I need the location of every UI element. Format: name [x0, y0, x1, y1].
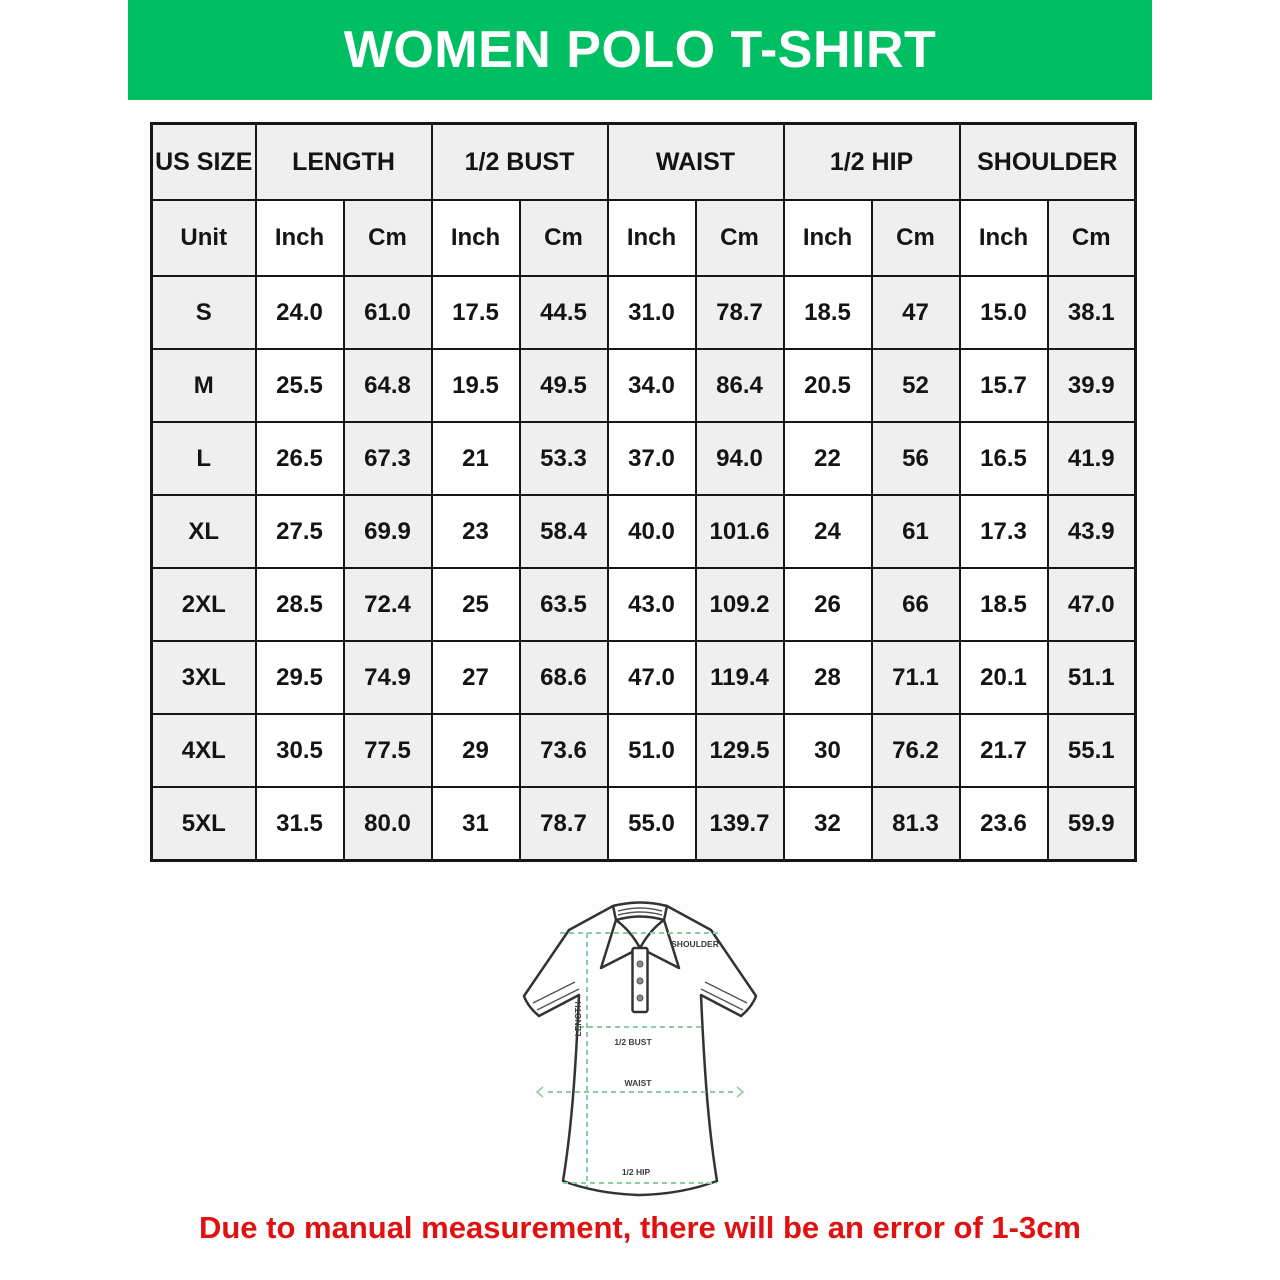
value-cell: 29 [432, 714, 520, 787]
value-cell: 61 [872, 495, 960, 568]
value-cell: 119.4 [696, 641, 784, 714]
value-cell: 24.0 [256, 276, 344, 349]
value-cell: 31 [432, 787, 520, 861]
value-cell: 18.5 [784, 276, 872, 349]
value-cell: 63.5 [520, 568, 608, 641]
button-icon [637, 978, 643, 984]
value-cell: 15.0 [960, 276, 1048, 349]
value-cell: 30.5 [256, 714, 344, 787]
value-cell: 31.5 [256, 787, 344, 861]
polo-shirt-icon [490, 884, 790, 1208]
value-cell: 21 [432, 422, 520, 495]
size-label-cell: M [152, 349, 256, 422]
waist-measure-label: WAIST [624, 1078, 652, 1088]
value-cell: 64.8 [344, 349, 432, 422]
value-cell: 23 [432, 495, 520, 568]
column-group-header: US SIZE [152, 124, 256, 201]
column-group-header: WAIST [608, 124, 784, 201]
value-cell: 41.9 [1048, 422, 1136, 495]
table-row [152, 495, 1136, 568]
size-label-cell: 2XL [152, 568, 256, 641]
value-cell: 68.6 [520, 641, 608, 714]
value-cell: 76.2 [872, 714, 960, 787]
value-cell: 20.5 [784, 349, 872, 422]
value-cell: 66 [872, 568, 960, 641]
value-cell: 74.9 [344, 641, 432, 714]
value-cell: 73.6 [520, 714, 608, 787]
value-cell: 17.3 [960, 495, 1048, 568]
value-cell: 26 [784, 568, 872, 641]
hip-measure-label: 1/2 HIP [621, 1167, 651, 1177]
button-icon [637, 961, 643, 967]
value-cell: 47.0 [608, 641, 696, 714]
value-cell: 78.7 [520, 787, 608, 861]
table-row [152, 641, 1136, 714]
value-cell: 40.0 [608, 495, 696, 568]
unit-header-cell: Inch [960, 200, 1048, 276]
value-cell: 55.0 [608, 787, 696, 861]
button-icon [637, 995, 643, 1001]
value-cell: 139.7 [696, 787, 784, 861]
page-title: WOMEN POLO T-SHIRT [343, 21, 937, 79]
length-measure-label: LENGTH [573, 1001, 583, 1037]
value-cell: 18.5 [960, 568, 1048, 641]
size-label-cell: L [152, 422, 256, 495]
value-cell: 25 [432, 568, 520, 641]
value-cell: 58.4 [520, 495, 608, 568]
polo-shirt-diagram [490, 884, 790, 1208]
value-cell: 28.5 [256, 568, 344, 641]
value-cell: 51.1 [1048, 641, 1136, 714]
value-cell: 27 [432, 641, 520, 714]
value-cell: 37.0 [608, 422, 696, 495]
size-label-cell: 5XL [152, 787, 256, 861]
value-cell: 78.7 [696, 276, 784, 349]
size-label-cell: XL [152, 495, 256, 568]
value-cell: 26.5 [256, 422, 344, 495]
value-cell: 31.0 [608, 276, 696, 349]
value-cell: 109.2 [696, 568, 784, 641]
value-cell: 61.0 [344, 276, 432, 349]
measurement-note: Due to manual measurement, there will be an error of 1-3cm [198, 1210, 1082, 1245]
table-row [152, 714, 1136, 787]
column-group-header: SHOULDER [960, 124, 1136, 201]
size-label-cell: 4XL [152, 714, 256, 787]
value-cell: 22 [784, 422, 872, 495]
value-cell: 24 [784, 495, 872, 568]
waist-right-arrow-icon [737, 1087, 743, 1097]
value-cell: 55.1 [1048, 714, 1136, 787]
title-banner [128, 0, 1152, 100]
table-row [152, 349, 1136, 422]
value-cell: 49.5 [520, 349, 608, 422]
size-table [150, 122, 1137, 862]
value-cell: 30 [784, 714, 872, 787]
value-cell: 59.9 [1048, 787, 1136, 861]
unit-header-cell: Cm [520, 200, 608, 276]
value-cell: 43.9 [1048, 495, 1136, 568]
value-cell: 71.1 [872, 641, 960, 714]
value-cell: 23.6 [960, 787, 1048, 861]
table-row [152, 568, 1136, 641]
column-group-header: LENGTH [256, 124, 432, 201]
value-cell: 20.1 [960, 641, 1048, 714]
value-cell: 67.3 [344, 422, 432, 495]
value-cell: 47 [872, 276, 960, 349]
unit-header-cell: Cm [1048, 200, 1136, 276]
unit-header-cell: Inch [256, 200, 344, 276]
table-row [152, 422, 1136, 495]
bust-measure-label: 1/2 BUST [614, 1037, 652, 1047]
value-cell: 17.5 [432, 276, 520, 349]
column-group-header: 1/2 HIP [784, 124, 960, 201]
value-cell: 80.0 [344, 787, 432, 861]
table-row [152, 787, 1136, 861]
value-cell: 16.5 [960, 422, 1048, 495]
size-label-cell: 3XL [152, 641, 256, 714]
value-cell: 39.9 [1048, 349, 1136, 422]
value-cell: 44.5 [520, 276, 608, 349]
unit-header-cell: Cm [696, 200, 784, 276]
value-cell: 129.5 [696, 714, 784, 787]
value-cell: 51.0 [608, 714, 696, 787]
value-cell: 19.5 [432, 349, 520, 422]
value-cell: 32 [784, 787, 872, 861]
value-cell: 25.5 [256, 349, 344, 422]
value-cell: 15.7 [960, 349, 1048, 422]
value-cell: 101.6 [696, 495, 784, 568]
value-cell: 27.5 [256, 495, 344, 568]
waist-left-arrow-icon [537, 1087, 543, 1097]
unit-header-cell: Inch [784, 200, 872, 276]
value-cell: 72.4 [344, 568, 432, 641]
value-cell: 77.5 [344, 714, 432, 787]
unit-header-row [152, 200, 1136, 276]
column-group-header-row [152, 124, 1136, 201]
value-cell: 53.3 [520, 422, 608, 495]
size-label-cell: S [152, 276, 256, 349]
unit-header-cell: Inch [608, 200, 696, 276]
unit-header-cell: Inch [432, 200, 520, 276]
unit-header-cell: Unit [152, 200, 256, 276]
value-cell: 52 [872, 349, 960, 422]
value-cell: 21.7 [960, 714, 1048, 787]
table-row [152, 276, 1136, 349]
value-cell: 29.5 [256, 641, 344, 714]
column-group-header: 1/2 BUST [432, 124, 608, 201]
value-cell: 34.0 [608, 349, 696, 422]
value-cell: 56 [872, 422, 960, 495]
value-cell: 28 [784, 641, 872, 714]
unit-header-cell: Cm [872, 200, 960, 276]
value-cell: 81.3 [872, 787, 960, 861]
shoulder-measure-label: SHOULDER [671, 939, 719, 949]
value-cell: 47.0 [1048, 568, 1136, 641]
value-cell: 86.4 [696, 349, 784, 422]
value-cell: 94.0 [696, 422, 784, 495]
value-cell: 38.1 [1048, 276, 1136, 349]
value-cell: 69.9 [344, 495, 432, 568]
value-cell: 43.0 [608, 568, 696, 641]
unit-header-cell: Cm [344, 200, 432, 276]
